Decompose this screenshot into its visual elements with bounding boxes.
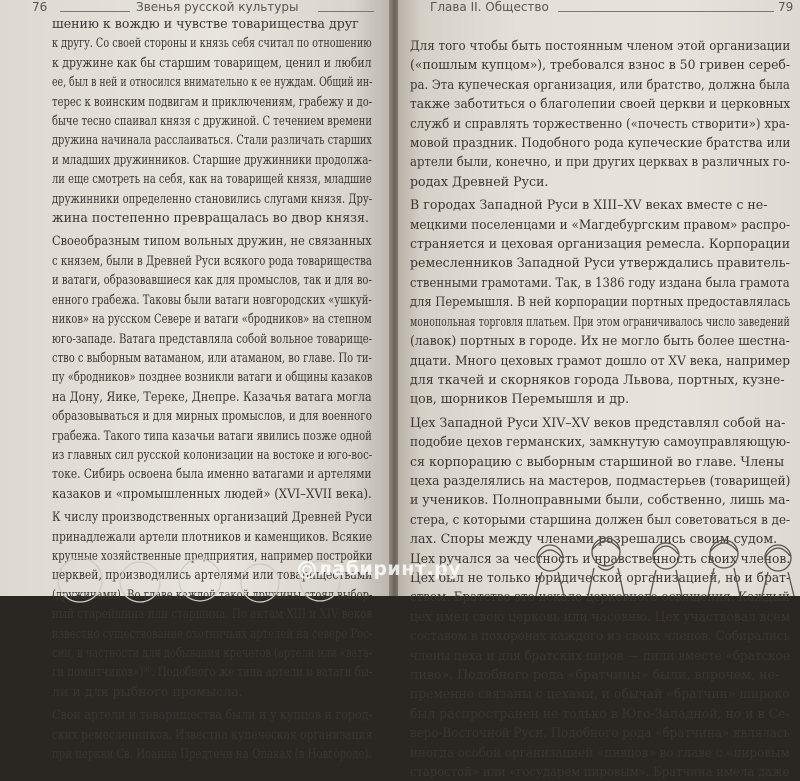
right-body-text xyxy=(410,36,790,781)
text-line: лах. Споры между членами разрешались своим судом. xyxy=(410,531,778,547)
header-rule-left xyxy=(60,11,130,12)
text-line: пу «бродников» позднее возникли ватаги и общины казаков xyxy=(52,369,373,385)
text-line: сии, в частности для добывания кречетов (артели или «вата- xyxy=(52,645,373,660)
text-line: юго-западе. Ватага представляла собой вольное товарище- xyxy=(52,330,373,346)
text-line: енного грабежа. Таковы были ватаги новгородских «ушкуй- xyxy=(52,291,372,307)
left-running-title: Звенья русской культуры xyxy=(136,0,299,14)
text-line: мовой праздник. Подобного рода купеческие братства или xyxy=(410,135,791,151)
text-line: пременно связаны с цехами, и обычай «братчин» широко xyxy=(410,686,790,702)
text-line: ников» на русском Севере и ватаги «бродников» на степном xyxy=(52,311,372,327)
text-line: члены цеха и для братских пиров — пили вместе «братское xyxy=(410,647,790,663)
header-rule xyxy=(558,11,774,12)
text-line: В городах Западной Руси в XIII–XV веках вместе с не- xyxy=(410,197,768,213)
text-line: на Дону, Яике, Тереке, Днепре. Казачья ватага могла xyxy=(52,388,372,404)
text-line: и ватаги, образовавшиеся как для промыслов, так и для во- xyxy=(52,272,372,288)
text-line: грабежа. Такого типа казачьи ватаги явились позже одной xyxy=(52,427,372,443)
watermark-text: лабиринт.ру xyxy=(318,558,462,580)
text-line: ство с выборным ватаманом, или атаманом, во главе. По ти- xyxy=(52,349,372,365)
text-line: ственными грамотами. Так, в 1386 году издана была грамота xyxy=(410,274,790,290)
watermark xyxy=(298,558,461,580)
text-line: и младших дружинников. Старшие дружинники продолжа- xyxy=(52,151,372,167)
text-line: пиво». Подобного рода «братчины» были, впрочем, не- xyxy=(410,667,780,682)
right-page xyxy=(398,0,800,780)
text-line: при церкви Св. Иоанна Предтечи на Опаках (в Новгороде). xyxy=(52,746,372,762)
text-line: токе. Сибирь освоена была именно ватагами и артелями xyxy=(52,466,372,482)
text-line: артели были, конечно, и при других церквах в различных го- xyxy=(410,154,790,170)
text-line: К числу производственных организаций Древней Руси xyxy=(52,509,373,525)
text-line: дружина начинала расслаиваться. Стали различать старших xyxy=(52,132,372,148)
labirint-logo-icon xyxy=(298,561,316,579)
left-page xyxy=(0,0,392,762)
text-line: казаков и «промышленных людей» (XVI–XVII века). xyxy=(52,485,372,501)
text-line: известно существование охотничьих артелей на севере Рос- xyxy=(52,625,373,641)
text-line: подобие цехов германских, замкнутую самоуправляющую- xyxy=(410,434,791,450)
text-line: иногда особой организацией «пивцов» во главе с «пировым xyxy=(410,744,790,760)
figures-illustration xyxy=(528,528,800,596)
text-line: образовываться и для мирных промыслов, и для военного xyxy=(52,408,372,424)
text-line: ги помытчиков»)⁹⁰. Подобного же типа артели и ватаги бы- xyxy=(52,664,373,680)
text-line: цов, шорников Перемышля и др. xyxy=(410,391,630,407)
text-line: Цех ручался за честность и нравственность своих членов. xyxy=(410,550,791,566)
text-line: и учеников. Полноправными были, собственно, лишь ма- xyxy=(410,492,790,508)
text-line: ством. Братство это искало церковного освящения. Каждый xyxy=(410,589,790,605)
text-line: страняется и цеховая организация ремесла. Корпорации xyxy=(410,236,791,252)
text-line: ся корпорацию с выборным старшиной во главе. Члены xyxy=(410,453,785,469)
text-line: крупные хозяйственные предприятия, например постройки xyxy=(52,547,373,563)
text-line: дружинники определенно становились слугами князя. Дру- xyxy=(52,190,373,206)
text-line: ли еще смотреть на себя, как на товарищей князя, младшие xyxy=(52,171,372,187)
left-page-number: 76 xyxy=(32,0,48,14)
text-line: к другу. Со своей стороны и князь себя считал по отношению xyxy=(52,35,372,51)
text-line: служб и справлять торжественно («почесть створити») хра- xyxy=(410,115,790,131)
text-line: Своеобразным типом вольных дружин, не связанных xyxy=(52,233,372,249)
text-line: веро-Восточной Руси. Подобного рода «братчина» являлась xyxy=(410,725,791,741)
text-line: ра. Эта купеческая организация, или братство, должна была xyxy=(410,76,790,92)
text-line: с князем, были в Древней Руси всякого рода товарищества xyxy=(52,252,372,268)
text-line: церквей, производились артелями или товариществами xyxy=(52,567,373,583)
text-line: ремесленников Западной Руси утверждались правитель- xyxy=(410,255,790,271)
left-body-text xyxy=(52,14,372,763)
right-running-header xyxy=(420,0,794,18)
text-line: («пошлым купцом»), требовался взнос в 50 гривен сереб- xyxy=(410,57,791,73)
text-line: стера, с которыми старшина должен был советоваться в де- xyxy=(410,511,791,527)
text-line: Цех был не только юридической организацией, но и брат- xyxy=(410,569,791,585)
text-line: был распространен не только в Юго-Западной, но и в Се- xyxy=(410,705,790,721)
text-line: (дружинами). Во главе каждой такой дружины стоял выбор- xyxy=(52,586,373,602)
text-line: принадлежали артели плотников и каменщиков. Всякие xyxy=(52,528,373,544)
text-line: старостой» или «государем пировым». Братчина имела даже xyxy=(410,764,790,780)
text-line: монопольная торговля платьем. При этом ограничивалось число заведений xyxy=(410,313,790,329)
text-line: родах Древней Руси. xyxy=(410,173,549,189)
text-line: Свои артели и товарищества были и у купцов и город- xyxy=(52,707,373,723)
text-line: терес к воинским подвигам и приключениям, грабежу и до- xyxy=(52,93,373,109)
text-line: ских ремесленников. Известна купеческая организация xyxy=(52,726,373,742)
right-running-title: Глава II. Общество xyxy=(430,0,549,14)
text-line: быче тесно спаивал князя с дружиной. С течением времени xyxy=(52,113,372,129)
text-line: составом в похоронах каждого из своих членов. Собирались xyxy=(410,628,790,644)
right-page-number: 79 xyxy=(778,0,794,14)
text-line: шению к вождю и чувстве товарищества друг xyxy=(52,16,359,31)
text-line: к дружине как бы старшим товарищем, ценил и любил xyxy=(52,54,372,70)
text-line: цеха разделялись на мастеров, подмастерьев (товарищей) xyxy=(410,472,791,488)
text-line: дцати. Много цеховых грамот дошло от XV века, например xyxy=(410,352,790,368)
text-line: (лавок) портных в городе. Их не могло быть более шестна- xyxy=(410,333,790,349)
text-line: Цех Западной Руси XIV–XV веков представлял собой на- xyxy=(410,414,786,430)
text-line: ный старейшина или старшина. По актам XIII и XIV веков xyxy=(52,606,373,622)
text-line: из главных сил русской колонизации на востоке и юго-вос- xyxy=(52,446,373,462)
header-rule-right xyxy=(318,11,374,12)
text-line: для Перемышля. В ней корпорации портных предоставлялась xyxy=(410,294,791,310)
text-line: ли и для рыбного промысла. xyxy=(52,683,243,699)
text-line: мецкими поселенцами и «Магдебургским правом» распро- xyxy=(410,216,791,232)
text-line: Для того чтобы быть постоянным членом этой организации xyxy=(410,38,791,53)
text-line: ее, был в ней и относился внимательно к ее нуждам. Общий ин- xyxy=(52,74,373,90)
text-line: цех имел свою церковь или часовню. Цех участвовал всем xyxy=(410,608,791,624)
text-line: жина постепенно превращалась во двор князя. xyxy=(52,210,369,226)
text-line: также заботиться о благолепии своей церкви и церковных xyxy=(410,96,791,112)
text-line: для ткачей и скорняков города Львова, портных, кузне- xyxy=(410,371,785,387)
